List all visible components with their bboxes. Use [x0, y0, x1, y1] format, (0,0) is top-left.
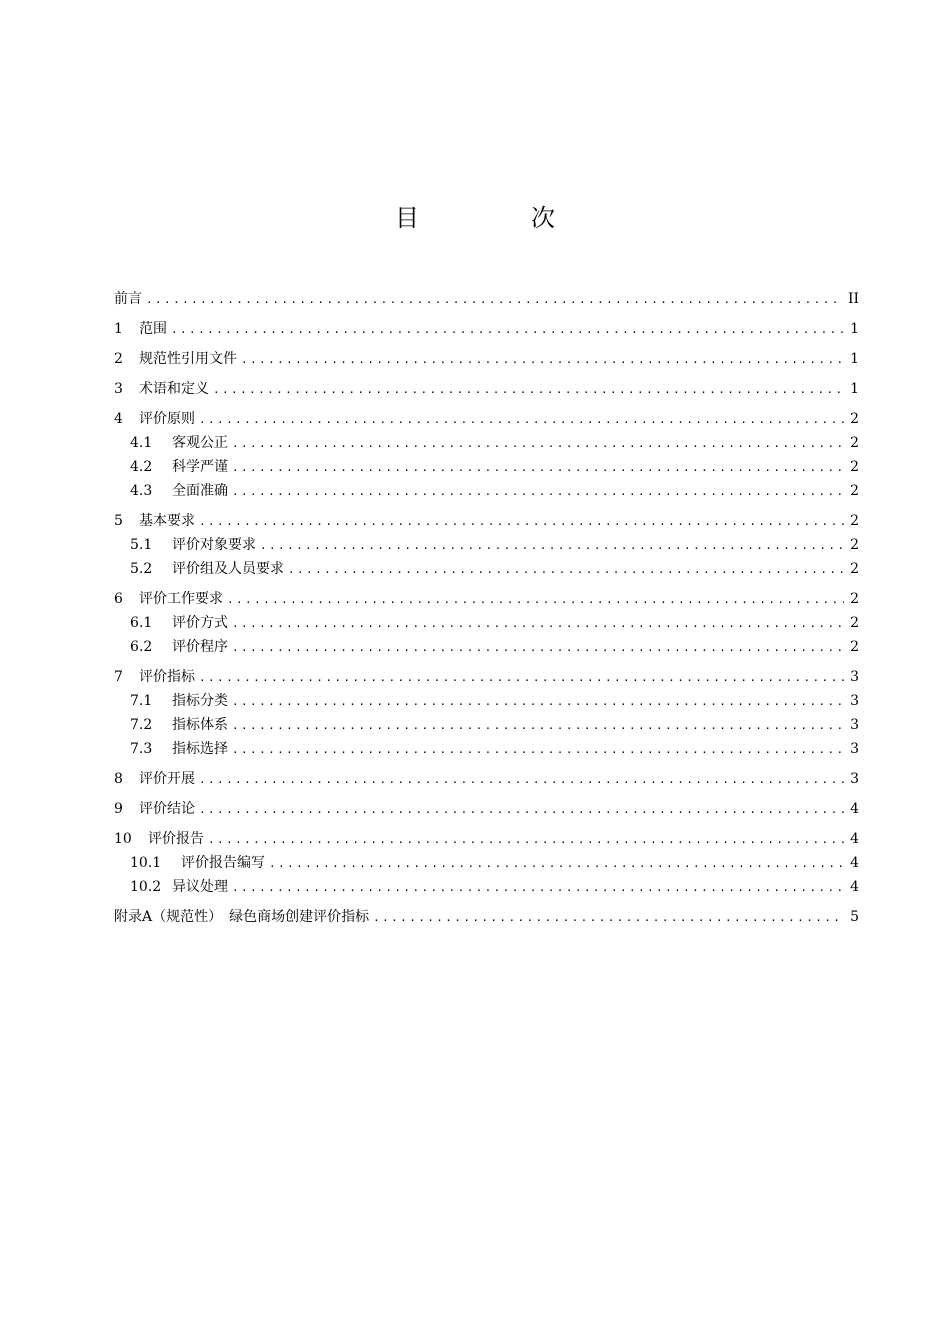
toc-entry-9[interactable]: [114, 797, 859, 821]
toc-entry-label: 规范性引用文件: [139, 351, 237, 367]
toc-page-number: 2: [850, 513, 859, 529]
toc-page-number: 2: [850, 459, 859, 475]
toc-entry-10-1[interactable]: [114, 851, 859, 875]
toc-page-number: 2: [850, 411, 859, 427]
toc-entry-label: 评价原则: [139, 411, 195, 427]
toc-entry-number: 4.1: [130, 435, 153, 451]
toc-leader-dots: [227, 588, 844, 612]
toc-page-number: II: [847, 291, 859, 307]
toc-entry-number: 7.1: [130, 693, 153, 709]
toc-page-number: 4: [850, 831, 859, 847]
toc-page-number: 1: [850, 321, 859, 337]
toc-entry-10-2[interactable]: [114, 875, 859, 899]
toc-entry-number: 4.2: [130, 459, 153, 475]
toc-leader-dots: [208, 828, 844, 852]
toc-entry-label: 前言: [114, 291, 142, 307]
toc-entry-label: 评价报告编写: [181, 855, 265, 871]
toc-entry-number: 8: [114, 771, 123, 787]
toc-page-number: 3: [850, 693, 859, 709]
toc-entry-10[interactable]: [114, 827, 859, 851]
toc-entry-label: 客观公正: [172, 435, 228, 451]
toc-leader-dots: [199, 408, 844, 432]
toc-entry-number: 6.1: [130, 615, 153, 631]
toc-entry-label: 评价组及人员要求: [172, 561, 284, 577]
toc-leader-dots: [260, 534, 844, 558]
table-of-contents: [114, 287, 859, 929]
toc-page-number: 2: [850, 561, 859, 577]
toc-page-number: 2: [850, 537, 859, 553]
page-title: 目 次: [395, 204, 599, 232]
toc-entry-number: 6.2: [130, 639, 153, 655]
toc-leader-dots: [199, 510, 844, 534]
toc-page-number: 1: [850, 381, 859, 397]
toc-entry-number: 10: [114, 831, 132, 847]
toc-entry-6-1[interactable]: [114, 611, 859, 635]
toc-leader-dots: [199, 768, 844, 792]
toc-page-number: 2: [850, 591, 859, 607]
toc-leader-dots: [232, 738, 844, 762]
toc-page-number: 4: [850, 801, 859, 817]
toc-entry-8[interactable]: [114, 767, 859, 791]
toc-entry-number: 6: [114, 591, 123, 607]
toc-entry-number: 1: [114, 321, 123, 337]
toc-entry-6[interactable]: [114, 587, 859, 611]
toc-leader-dots: [232, 432, 844, 456]
toc-entry-7-3[interactable]: [114, 737, 859, 761]
toc-entry-label: 指标体系: [172, 717, 228, 733]
toc-entry-label: 评价开展: [139, 771, 195, 787]
toc-entry-number: 7.2: [130, 717, 153, 733]
toc-leader-dots: [232, 612, 844, 636]
toc-entry-4[interactable]: [114, 407, 859, 431]
toc-entry-label: 全面准确: [172, 483, 228, 499]
toc-entry-label: 范围: [139, 321, 167, 337]
toc-entry-label: 评价程序: [172, 639, 228, 655]
toc-page-number: 2: [850, 435, 859, 451]
toc-entry-2[interactable]: [114, 347, 859, 371]
toc-entry-4-3[interactable]: [114, 479, 859, 503]
toc-leader-dots: [269, 852, 844, 876]
toc-page-number: 5: [850, 909, 859, 925]
toc-entry-number: 3: [114, 381, 123, 397]
toc-entry-label: 评价结论: [139, 801, 195, 817]
toc-entry-number: 7.3: [130, 741, 153, 757]
toc-entry-number: 4: [114, 411, 123, 427]
toc-entry-number: 5.2: [130, 561, 153, 577]
toc-entry-5-2[interactable]: [114, 557, 859, 581]
toc-entry-number: 7: [114, 669, 123, 685]
toc-page-number: 3: [850, 741, 859, 757]
toc-entry-number: 4.3: [130, 483, 153, 499]
toc-entry-label: 评价指标: [139, 669, 195, 685]
toc-entry-3[interactable]: [114, 377, 859, 401]
toc-page-number: 3: [850, 669, 859, 685]
toc-leader-dots: [232, 876, 844, 900]
toc-entry-label: 科学严谨: [172, 459, 228, 475]
toc-entry-foreword[interactable]: [114, 287, 859, 311]
toc-leader-dots: [232, 714, 844, 738]
toc-entry-label: 指标选择: [172, 741, 228, 757]
toc-entry-label: 评价对象要求: [172, 537, 256, 553]
toc-leader-dots: [232, 690, 844, 714]
toc-entry-4-2[interactable]: [114, 455, 859, 479]
toc-leader-dots: [213, 378, 844, 402]
toc-page-number: 1: [850, 351, 859, 367]
toc-page-number: 4: [850, 879, 859, 895]
toc-entry-appendix-a[interactable]: [114, 905, 859, 929]
toc-entry-label: 术语和定义: [139, 381, 209, 397]
toc-entry-1[interactable]: [114, 317, 859, 341]
toc-entry-number: 5.1: [130, 537, 153, 553]
toc-leader-dots: [171, 318, 844, 342]
toc-entry-number: 5: [114, 513, 123, 529]
toc-leader-dots: [288, 558, 844, 582]
toc-leader-dots: [199, 666, 844, 690]
toc-entry-label: 异议处理: [172, 879, 228, 895]
toc-leader-dots: [232, 456, 844, 480]
toc-page-number: 4: [850, 855, 859, 871]
toc-leader-dots: [373, 906, 844, 930]
toc-page-number: 2: [850, 639, 859, 655]
toc-entry-label: 评价工作要求: [139, 591, 223, 607]
toc-entry-7-1[interactable]: [114, 689, 859, 713]
toc-leader-dots: [241, 348, 844, 372]
toc-entry-5-1[interactable]: [114, 533, 859, 557]
toc-page-number: 3: [850, 717, 859, 733]
toc-entry-number: 10.2: [130, 879, 162, 895]
toc-leader-dots: [232, 636, 844, 660]
toc-entry-7-2[interactable]: [114, 713, 859, 737]
toc-entry-label: 评价报告: [148, 831, 204, 847]
toc-entry-label: 基本要求: [139, 513, 195, 529]
toc-entry-4-1[interactable]: [114, 431, 859, 455]
toc-entry-number: 10.1: [130, 855, 162, 871]
toc-entry-6-2[interactable]: [114, 635, 859, 659]
toc-leader-dots: [146, 288, 842, 312]
toc-entry-5[interactable]: [114, 509, 859, 533]
toc-page-number: 2: [850, 615, 859, 631]
toc-entry-label: 指标分类: [172, 693, 228, 709]
toc-entry-label: 评价方式: [172, 615, 228, 631]
toc-entry-number: 9: [114, 801, 123, 817]
toc-leader-dots: [199, 798, 844, 822]
toc-entry-7[interactable]: [114, 665, 859, 689]
toc-page-number: 2: [850, 483, 859, 499]
toc-entry-label: 附录A（规范性） 绿色商场创建评价指标: [114, 909, 370, 925]
toc-entry-number: 2: [114, 351, 123, 367]
toc-leader-dots: [232, 480, 844, 504]
toc-page-number: 3: [850, 771, 859, 787]
